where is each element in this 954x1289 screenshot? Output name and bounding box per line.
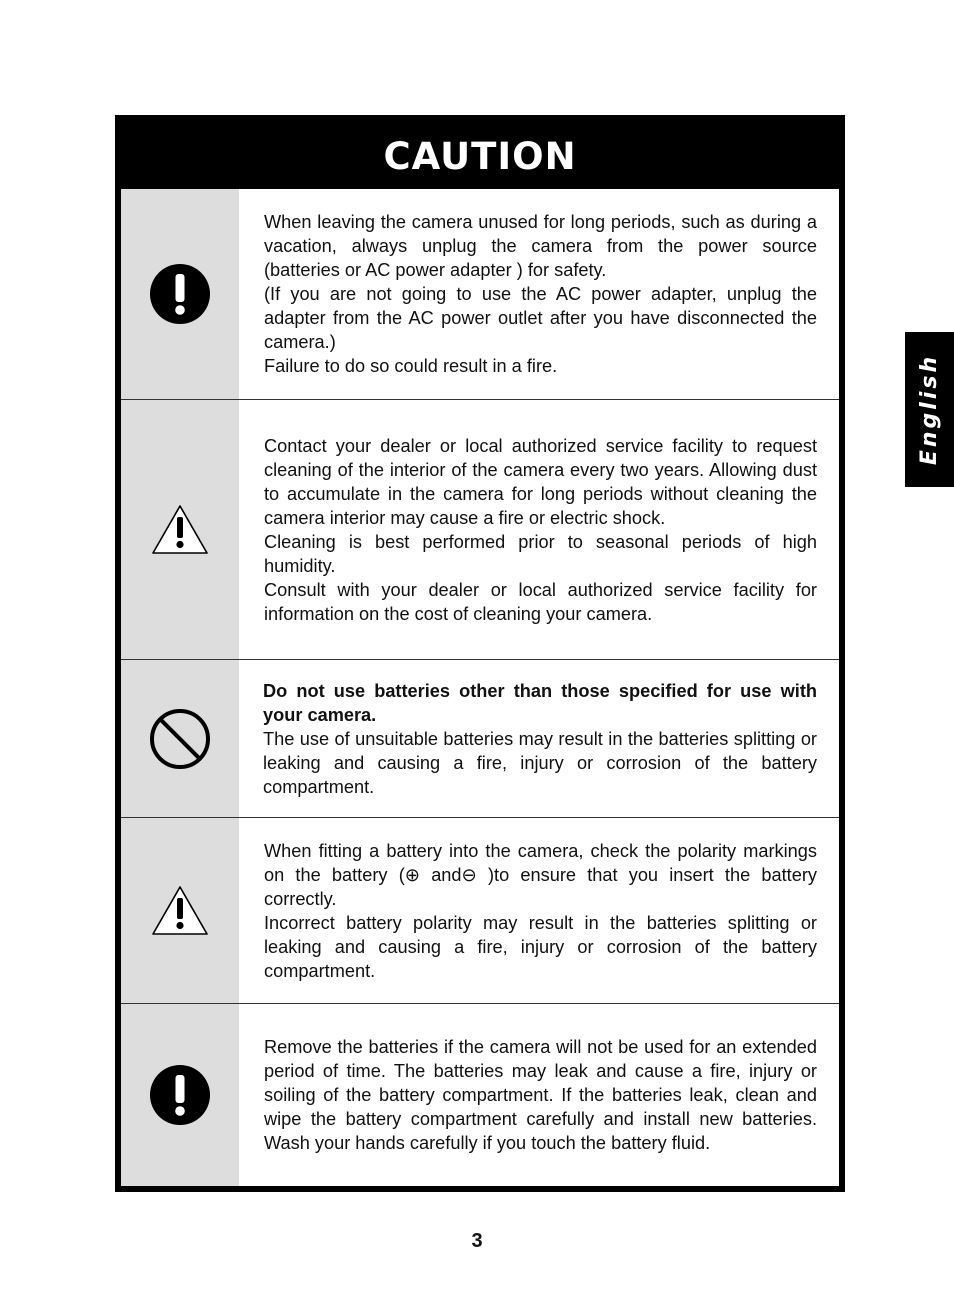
caution-header: [115, 115, 845, 189]
warning-triangle-icon: [151, 885, 209, 937]
caution-item-icon-cell: [121, 1004, 239, 1186]
caution-item-icon-cell: [121, 400, 239, 659]
language-tab: [905, 332, 954, 487]
caution-paragraph: (If you are not going to use the AC power adapter, unplug the adapter from the AC power outlet after you have disconnected the camera.): [264, 284, 817, 352]
caution-item-unplug: [121, 189, 839, 400]
warning-triangle-icon: [151, 504, 209, 556]
prohibition-icon: [149, 708, 211, 770]
caution-item-polarity: [121, 818, 839, 1004]
caution-paragraph: Failure to do so could result in a fire.: [264, 356, 558, 376]
caution-item-text: [239, 400, 839, 659]
caution-item-text: [239, 660, 839, 817]
caution-box: [115, 115, 845, 1192]
caution-paragraph: The use of unsuitable batteries may result in the batteries splitting or leaking and causing a fire, injury or corrosion of the battery compartment.: [263, 728, 817, 797]
caution-item-cleaning: [121, 400, 839, 660]
caution-item-icon-cell: [121, 660, 239, 817]
caution-paragraph: Cleaning is best performed prior to seasonal periods of high humidity.: [264, 531, 817, 576]
caution-item-remove-batteries: [121, 1004, 839, 1186]
caution-paragraph: Contact your dealer or local authorized service facility to request cleaning of the interior of the camera every two years. Allowing dust to accumulate in the camera for long periods without cleaning the camera interior may cause a fire or electric shock.: [264, 435, 817, 528]
caution-bold-lead: Do not use batteries other than those specified for use with your camera.: [263, 680, 817, 725]
caution-item-icon-cell: [121, 189, 239, 399]
caution-item-text: [239, 818, 839, 1003]
page-number: 3: [471, 1230, 483, 1252]
caution-list: [121, 189, 839, 1186]
mandatory-action-icon: [149, 263, 211, 325]
caution-item-text: [239, 1004, 839, 1186]
caution-item-battery-type: [121, 660, 839, 818]
caution-paragraph: When leaving the camera unused for long periods, such as during a vacation, always unplug the camera from the power source (batteries or AC power adapter ) for safety.: [264, 212, 817, 280]
caution-item-text: [239, 189, 839, 399]
caution-title: CAUTION: [383, 134, 577, 178]
caution-paragraph: Remove the batteries if the camera will not be used for an extended period of time. The batteries may leak and cause a fire, injury or soiling of the battery compartment. If the batteries leak, clean and wipe the battery compartment carefully and install new batteries. Wash your hands carefully if you touch the battery fluid.: [264, 1037, 817, 1153]
mandatory-action-icon: [149, 1064, 211, 1126]
language-tab-label: English: [917, 353, 942, 466]
caution-paragraph: When fitting a battery into the camera, check the polarity markings on the battery (⊕ and⊖ )to ensure that you insert the battery correctly.: [264, 840, 817, 909]
caution-paragraph: Consult with your dealer or local authorized service facility for information on the cost of cleaning your camera.: [264, 579, 817, 624]
caution-item-icon-cell: [121, 818, 239, 1003]
caution-paragraph: Incorrect battery polarity may result in the batteries splitting or leaking and causing a fire, injury or corrosion of the battery compartment.: [264, 912, 817, 981]
